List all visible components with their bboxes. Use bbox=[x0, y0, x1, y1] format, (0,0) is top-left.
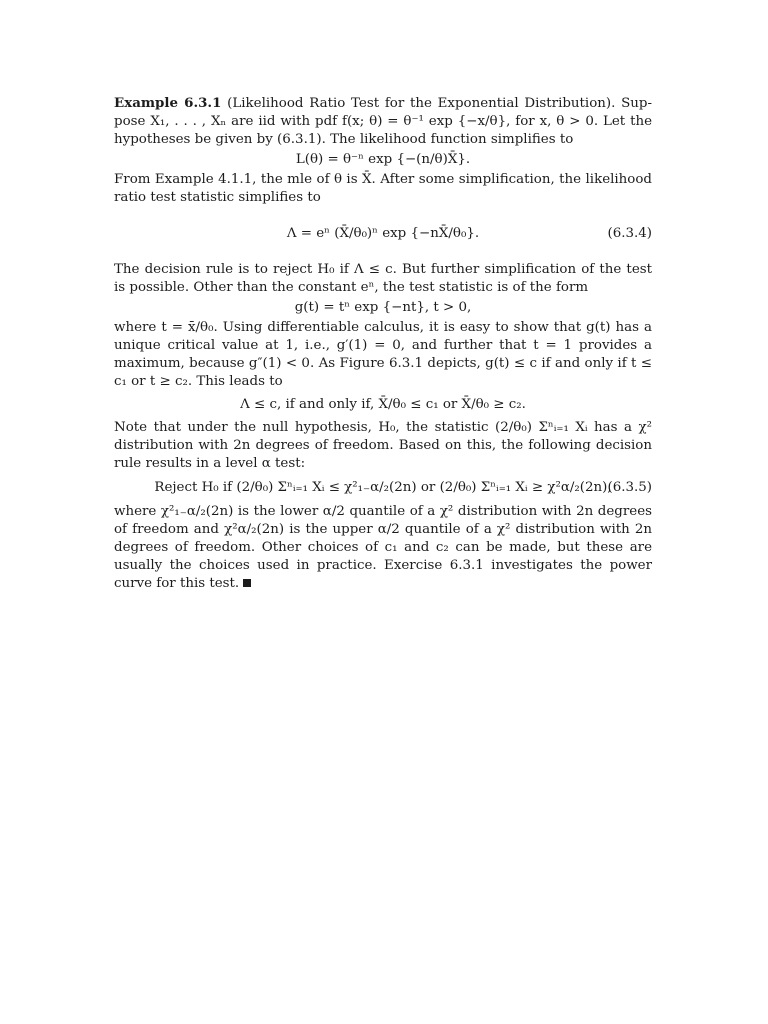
paragraph-final-text: where χ²₁₋α/₂(2n) is the lower α/2 quantile of a χ² distribution with 2n degrees of freedom and χ²α/₂(2n) is the upper α/2 quantile of a χ² distribution with 2n degrees of freedom. Other choices of c₁ and c₂ can be made, but these are usually the choices used in practice. Exercise 6.3.1 investigates the power curve for this test. bbox=[114, 504, 652, 591]
equation-g-text: g(t) = tⁿ exp {−nt}, t > 0, bbox=[294, 300, 472, 315]
document-page bbox=[114, 94, 652, 593]
equation-g bbox=[114, 297, 652, 319]
paragraph-where: where t = x̄/θ₀. Using differentiable calculus, it is easy to show that g(t) has a unique critical value at 1, i.e., g′(1) = 0, and further that t = 1 provides a maximum, because g″(1) < 0. As Figure 6.3.1 depicts, g(t) ≤ c if and only if t ≤ c₁ or t ≥ c₂. This leads to bbox=[114, 320, 652, 389]
example-paragraph bbox=[114, 94, 652, 149]
equation-number-6-3-4: (6.3.4) bbox=[607, 226, 652, 241]
qed-square-icon bbox=[243, 579, 251, 587]
paragraph-decision-rule: The decision rule is to reject H₀ if Λ ≤ c. But further simplification of the test is possible. Other than the constant eⁿ, the test statistic is of the form bbox=[114, 262, 652, 295]
example-text: (Likelihood Ratio Test for the Exponential Distribution). Sup- pose X₁, . . . , Xₙ are iid with pdf f(x; θ) = θ⁻¹ exp {−x/θ}, for x, θ > 0. Let the hypotheses be given by (6.3.1). The likelihood function simplifies to bbox=[114, 96, 652, 147]
equation-iff bbox=[114, 391, 652, 419]
paragraph-final bbox=[114, 503, 652, 593]
example-label: Example 6.3.1 bbox=[114, 95, 222, 111]
paragraph-null-hypothesis: Note that under the null hypothesis, H₀, the statistic (2/θ₀) Σⁿᵢ₌₁ Xᵢ has a χ² distribution with 2n degrees of freedom. Based on this, the following decision rule results in a level α test: bbox=[114, 420, 652, 471]
equation-reject bbox=[114, 473, 652, 503]
equation-likelihood-text: L(θ) = θ⁻ⁿ exp {−(n/θ)X̄}. bbox=[295, 152, 471, 167]
equation-lambda bbox=[114, 207, 652, 261]
paragraph-mle: From Example 4.1.1, the mle of θ is X̄. After some simplification, the likelihood ratio test statistic simplifies to bbox=[114, 172, 652, 205]
equation-reject-text: Reject H₀ if (2/θ₀) Σⁿᵢ₌₁ Xᵢ ≤ χ²₁₋α/₂(2n) or (2/θ₀) Σⁿᵢ₌₁ Xᵢ ≥ χ²α/₂(2n), bbox=[154, 480, 612, 495]
equation-likelihood bbox=[114, 149, 652, 171]
equation-iff-text: Λ ≤ c, if and only if, X̄/θ₀ ≤ c₁ or X̄/θ₀ ≥ c₂. bbox=[240, 397, 526, 412]
equation-number-6-3-5: (6.3.5) bbox=[607, 480, 652, 495]
equation-lambda-text: Λ = eⁿ (X̄/θ₀)ⁿ exp {−nX̄/θ₀}. bbox=[286, 226, 480, 241]
